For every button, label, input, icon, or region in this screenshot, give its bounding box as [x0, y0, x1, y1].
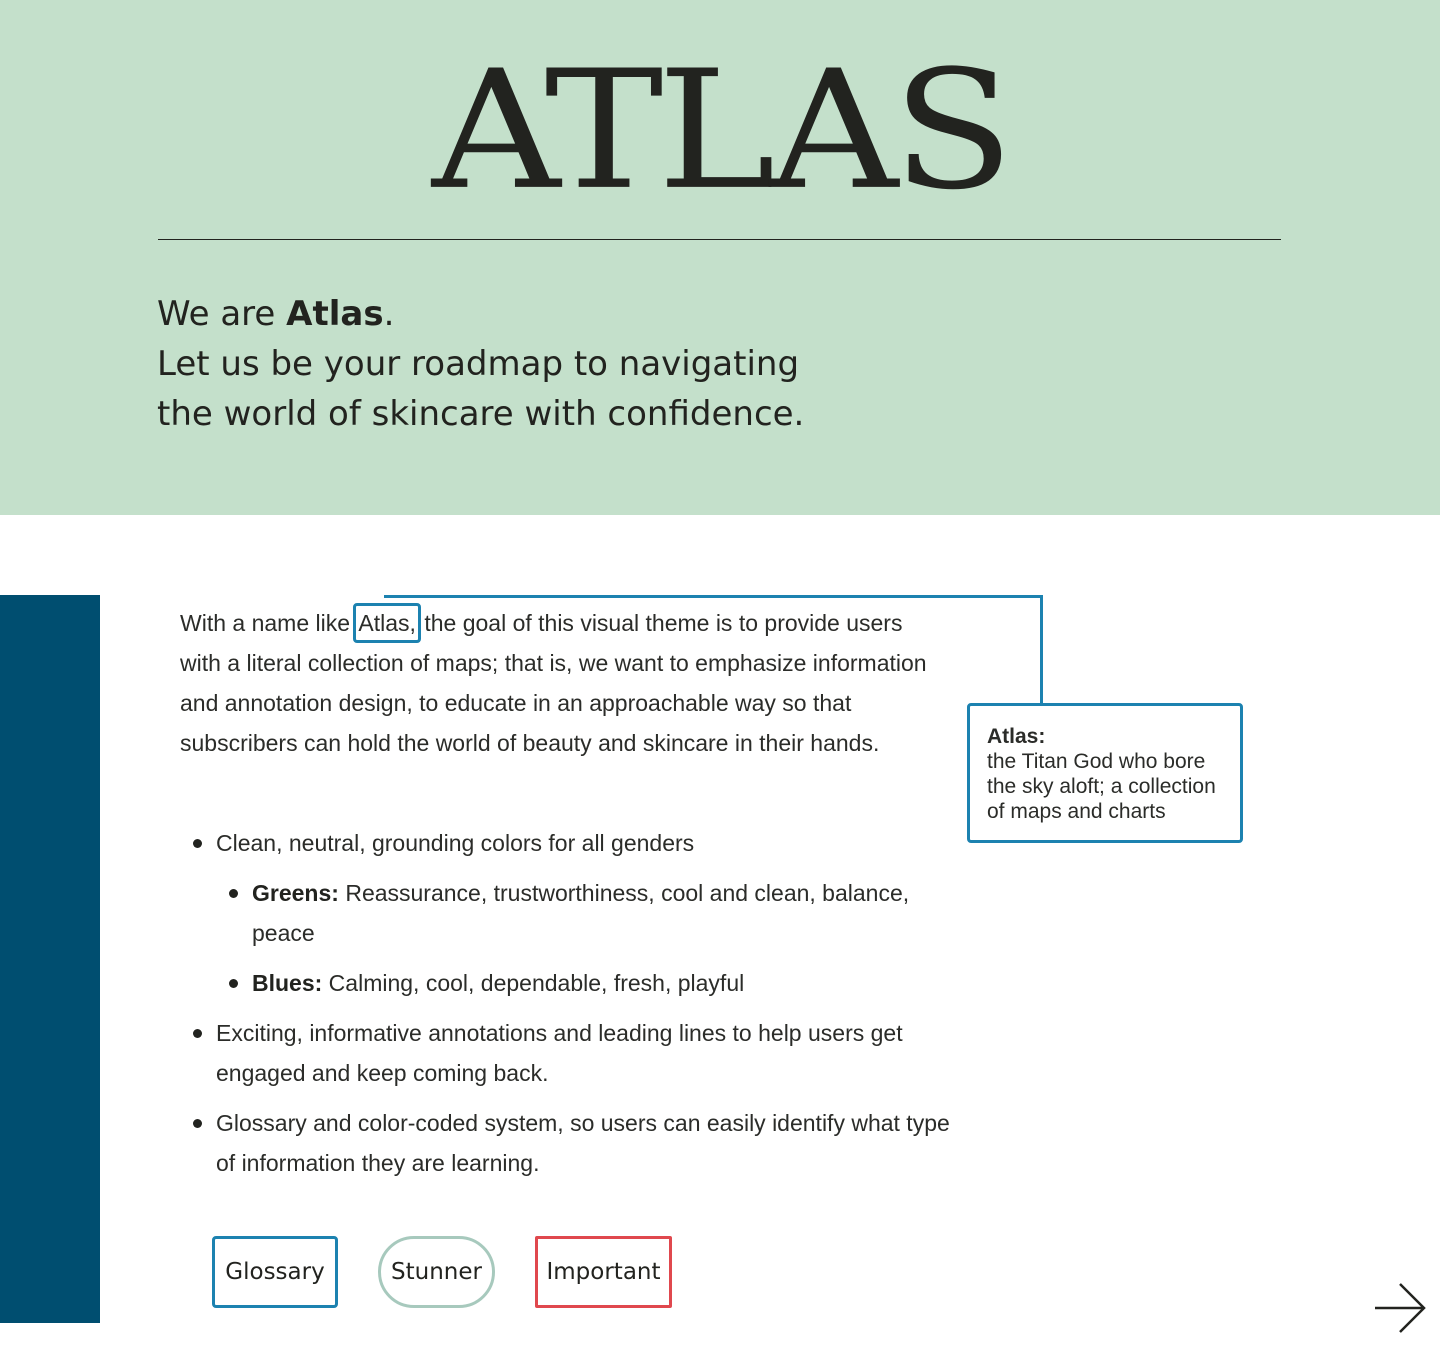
next-page-button[interactable] [1372, 1282, 1428, 1334]
greens-text: Reassurance, trustworthiness, cool and clean, balance, peace [252, 880, 910, 946]
important-tag-button[interactable]: Important [535, 1236, 672, 1308]
arrow-right-icon [1372, 1282, 1428, 1334]
feature-list [180, 823, 950, 1193]
tagline-prefix: We are [157, 294, 287, 334]
glossary-term-atlas[interactable]: Atlas, [353, 603, 421, 643]
list-item-text: Glossary and color-coded system, so users can easily identify what type of information they are learning. [216, 1110, 950, 1176]
list-item [180, 1103, 950, 1183]
stunner-tag-button[interactable]: Stunner [378, 1236, 495, 1308]
tagline-line-2: Let us be your roadmap to navigating [157, 344, 800, 384]
tagline-line-3: the world of skincare with confidence. [157, 394, 805, 434]
side-accent-bar [0, 595, 100, 1323]
atlas-logo: ATLAS [431, 35, 1009, 226]
intro-after-term: the goal of this visual theme is to provide users with a literal collection of maps; that is, we want to emphasize information and annotation design, to educate in an approachable way so that subscribers can hold the world of beauty and skincare in their hands. [180, 610, 927, 756]
list-item-text: Clean, neutral, grounding colors for all genders [216, 830, 695, 856]
tagline-period: . [383, 294, 395, 334]
blues-text: Calming, cool, dependable, fresh, playful [322, 970, 745, 996]
list-item-blues [216, 963, 950, 1003]
hero-divider [158, 239, 1281, 240]
glossary-tag-button[interactable]: Glossary [212, 1236, 338, 1308]
list-item-text: Exciting, informative annotations and leading lines to help users get engaged and keep coming back. [216, 1020, 903, 1086]
blues-label: Blues: [252, 970, 323, 996]
list-item-greens [216, 873, 950, 953]
callout-text: the Titan God who bore the sky aloft; a collection of maps and charts [987, 750, 1216, 823]
glossary-callout [967, 703, 1243, 843]
list-item [180, 823, 950, 1003]
hero-banner [0, 0, 1440, 515]
hero-tagline [157, 289, 957, 439]
callout-title: Atlas: [987, 725, 1046, 748]
greens-label: Greens: [252, 880, 339, 906]
list-item [180, 1013, 950, 1093]
intro-before-term: With a name like [180, 610, 357, 636]
color-sublist [216, 873, 950, 1003]
tagline-line-1 [157, 289, 957, 339]
tagline-brand: Atlas [286, 294, 384, 334]
intro-paragraph [180, 603, 940, 763]
